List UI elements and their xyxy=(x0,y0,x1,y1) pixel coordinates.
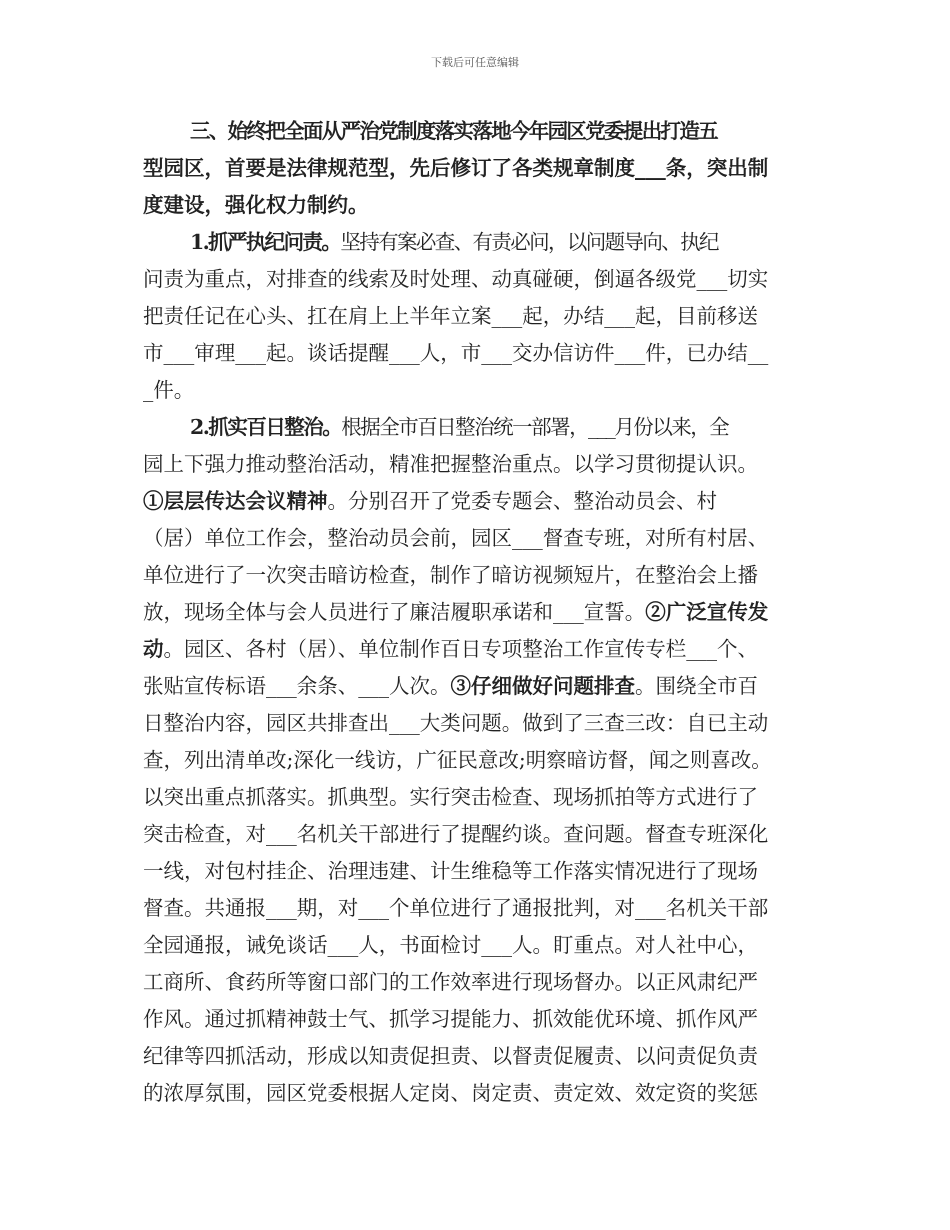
text-segment: 工商所、食药所等窗口部门的工作效率进行现场督办。以正风肃纪严 xyxy=(143,970,758,994)
text-segment: 的浓厚氛围，园区党委根据人定岗、岗定责、责定效、效定资的奖惩 xyxy=(143,1081,758,1105)
text-segment: 突击检查，对___名机关干部进行了提醒约谈。查问题。督查专班深化 xyxy=(143,822,769,846)
text-line xyxy=(143,191,823,219)
text-segment: 园上下强力推动整治活动，精准把握整治重点。以学习贯彻提认识。 xyxy=(143,452,758,476)
text-segment: 查，列出清单改;深化一线访，广征民意改;明察暗访督，闻之则喜改。 xyxy=(143,748,772,772)
text-line xyxy=(143,931,823,959)
text-line xyxy=(143,672,823,700)
text-line xyxy=(143,450,823,478)
text-line xyxy=(143,598,823,626)
text-segment: 作风。通过抓精神鼓士气、抓学习提能力、抓效能优环境、抓作风严 xyxy=(143,1007,758,1031)
text-line xyxy=(143,1042,823,1070)
bold-text-segment: 动 xyxy=(143,637,164,661)
text-line xyxy=(143,1079,823,1107)
bold-text-segment: ③仔细做好问题排查 xyxy=(450,674,635,698)
text-segment: 放，现场全体与会人员进行了廉洁履职承诺和___宣誓。 xyxy=(143,600,646,624)
text-segment: 以突出重点抓落实。抓典型。实行突击检查、现场抓拍等方式进行了 xyxy=(143,785,758,809)
text-segment: 。园区、各村（居）、单位制作百日专项整治工作宣传专栏___个、 xyxy=(163,637,758,661)
bold-text-segment: ①层层传达会议精神 xyxy=(143,489,328,513)
text-segment: 市___审理___起。谈话提醒___人，市___交办信访件___件，已办结__ xyxy=(143,341,769,365)
text-segment: 纪律等四抓活动，形成以知责促担责、以督责促履责、以问责促负责 xyxy=(143,1044,758,1068)
text-segment: 单位进行了一次突击暗访检查，制作了暗访视频短片，在整治会上播 xyxy=(143,563,758,587)
text-line xyxy=(190,413,870,441)
text-segment: 。围绕全市百 xyxy=(635,674,758,698)
text-line xyxy=(143,746,823,774)
bold-text-segment: 2.抓实百日整治。 xyxy=(190,415,342,439)
text-segment: 督查。共通报___期，对___个单位进行了通报批判，对___名机关干部 xyxy=(143,896,769,920)
text-segment: 一线，对包村挂企、治理违建、计生维稳等工作落实情况进行了现场 xyxy=(143,859,758,883)
text-line xyxy=(190,117,870,145)
text-line xyxy=(143,302,823,330)
text-segment: 问责为重点，对排查的线索及时处理、动真碰硬，倒逼各级党___切实 xyxy=(143,267,769,291)
text-line xyxy=(190,228,870,256)
text-line xyxy=(143,376,823,404)
text-line xyxy=(143,894,823,922)
bold-text-segment: 度建设，强化权力制约。 xyxy=(143,193,369,217)
text-line xyxy=(143,783,823,811)
bold-text-segment: 型园区，首要是法律规范型，先后修订了各类规章制度___条，突出制 xyxy=(143,156,769,180)
text-line xyxy=(143,968,823,996)
text-segment: 全园通报，诫免谈话___人，书面检讨___人。盯重点。对人社中心， xyxy=(143,933,758,957)
text-segment: 日整治内容，园区共排查出___大类问题。做到了三查三改：自已主动 xyxy=(143,711,769,735)
text-segment: 张贴宣传标语___余条、___人次。 xyxy=(143,674,451,698)
text-segment: 。分别召开了党委专题会、整治动员会、村 xyxy=(327,489,717,513)
text-line xyxy=(143,265,823,293)
text-line xyxy=(143,820,823,848)
text-line xyxy=(143,524,823,552)
text-segment: 坚持有案必查、有责必问，以问题导向、执纪 xyxy=(340,230,718,254)
text-line xyxy=(143,561,823,589)
text-line xyxy=(143,857,823,885)
text-segment: 把责任记在心头、扛在肩上上半年立案___起，办结___起，目前移送 xyxy=(143,304,758,328)
bold-text-segment: ②广泛宣传发 xyxy=(645,600,769,624)
text-line xyxy=(143,1005,823,1033)
text-line xyxy=(143,487,823,515)
text-segment: 根据全市百日整治统一部署，___月份以来，全 xyxy=(341,415,729,439)
bold-text-segment: 三、始终把全面从严治党制度落实落地今年园区党委提出打造五 xyxy=(190,119,717,143)
text-segment: _件。 xyxy=(143,378,195,402)
text-line xyxy=(143,709,823,737)
text-segment: （居）单位工作会，整治动员会前，园区___督查专班，对所有村居、 xyxy=(143,526,769,550)
text-line xyxy=(143,635,823,663)
bold-text-segment: 1.抓严执纪问责。 xyxy=(190,230,341,254)
text-line xyxy=(143,154,823,182)
header-note: 下载后可任意编辑 xyxy=(431,56,519,69)
text-line xyxy=(143,339,823,367)
